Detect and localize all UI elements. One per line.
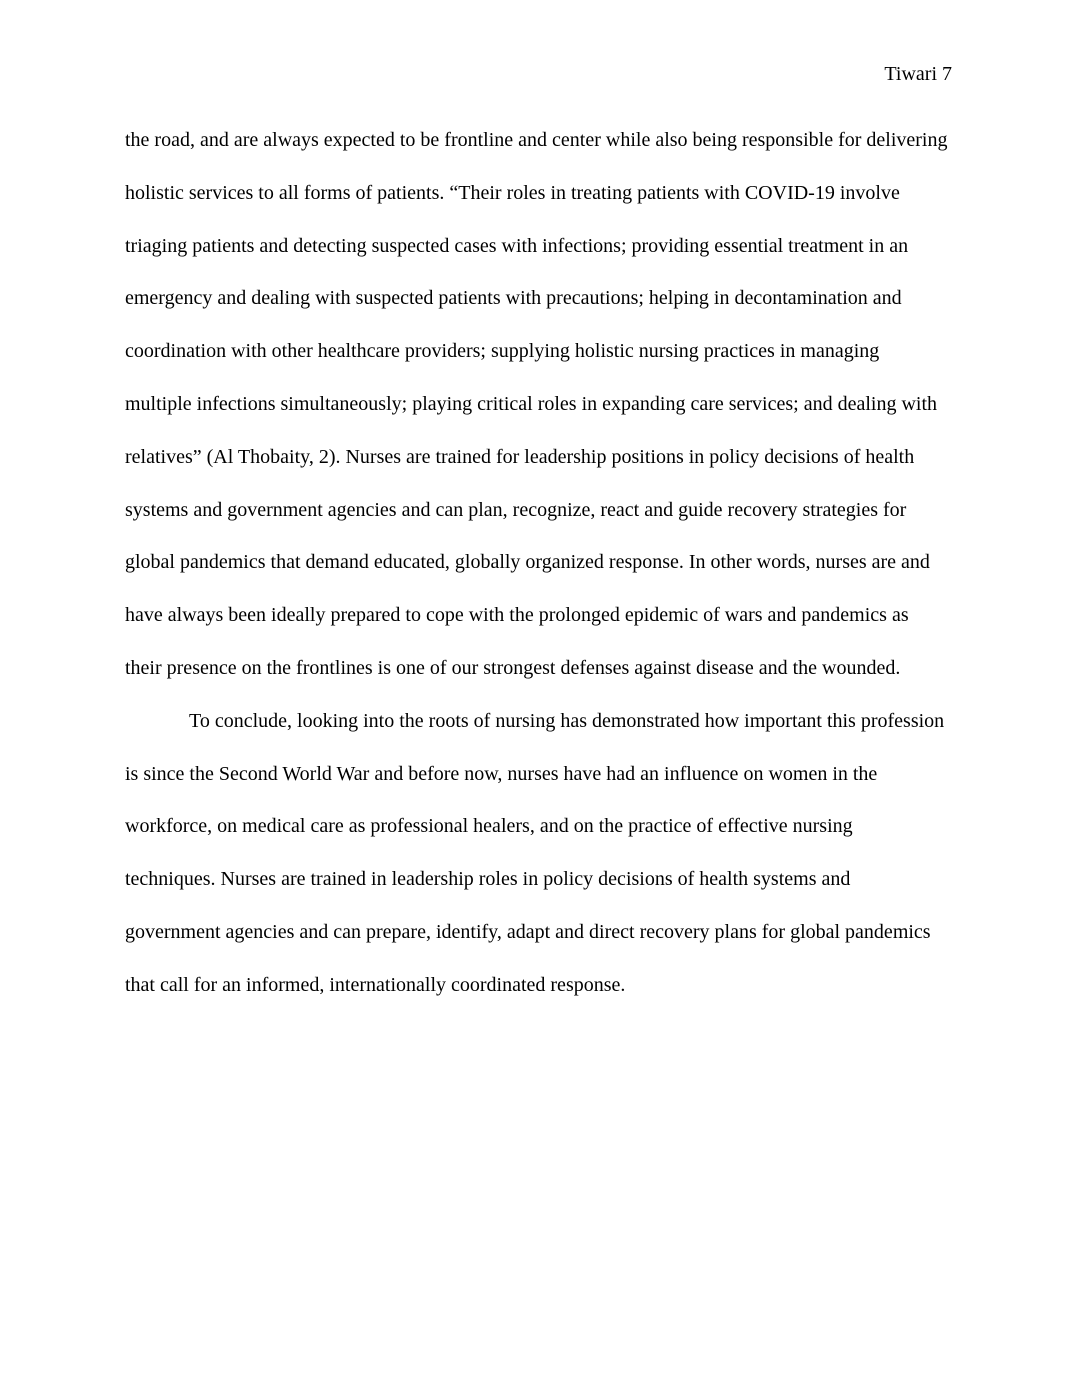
paragraph-body-continuation: the road, and are always expected to be frontline and center while also being responsible for delivering holistic services to all forms of patients. “Their roles in treating patients with COVID-19 involve triaging patients and detecting suspected cases with infections; providing essential treatment in an emergency and dealing with suspected patients with precautions; helping in decontamination and coordination with other healthcare providers; supplying holistic nursing practices in managing multiple infections simultaneously; playing critical roles in expanding care services; and dealing with relatives” (Al Thobaity, 2). Nurses are trained for leadership positions in policy decisions of health systems and government agencies and can plan, recognize, react and guide recovery strategies for global pandemics that demand educated, globally organized response. In other words, nurses are and have always been ideally prepared to cope with the prolonged epidemic of wars and pandemics as their presence on the frontlines is one of our strongest defenses against disease and the wounded. [125, 129, 948, 679]
page-header [125, 62, 952, 86]
document-body [125, 114, 948, 1012]
running-head-page-number: Tiwari 7 [884, 63, 952, 85]
paragraph-conclusion: To conclude, looking into the roots of nursing has demonstrated how important this profession is since the Second World War and before now, nurses have had an influence on women in the workforce, on medical care as professional healers, and on the practice of effective nursing techniques. Nurses are trained in leadership roles in policy decisions of health systems and government agencies and can prepare, identify, adapt and direct recovery plans for global pandemics that call for an informed, internationally coordinated response. [125, 709, 945, 996]
